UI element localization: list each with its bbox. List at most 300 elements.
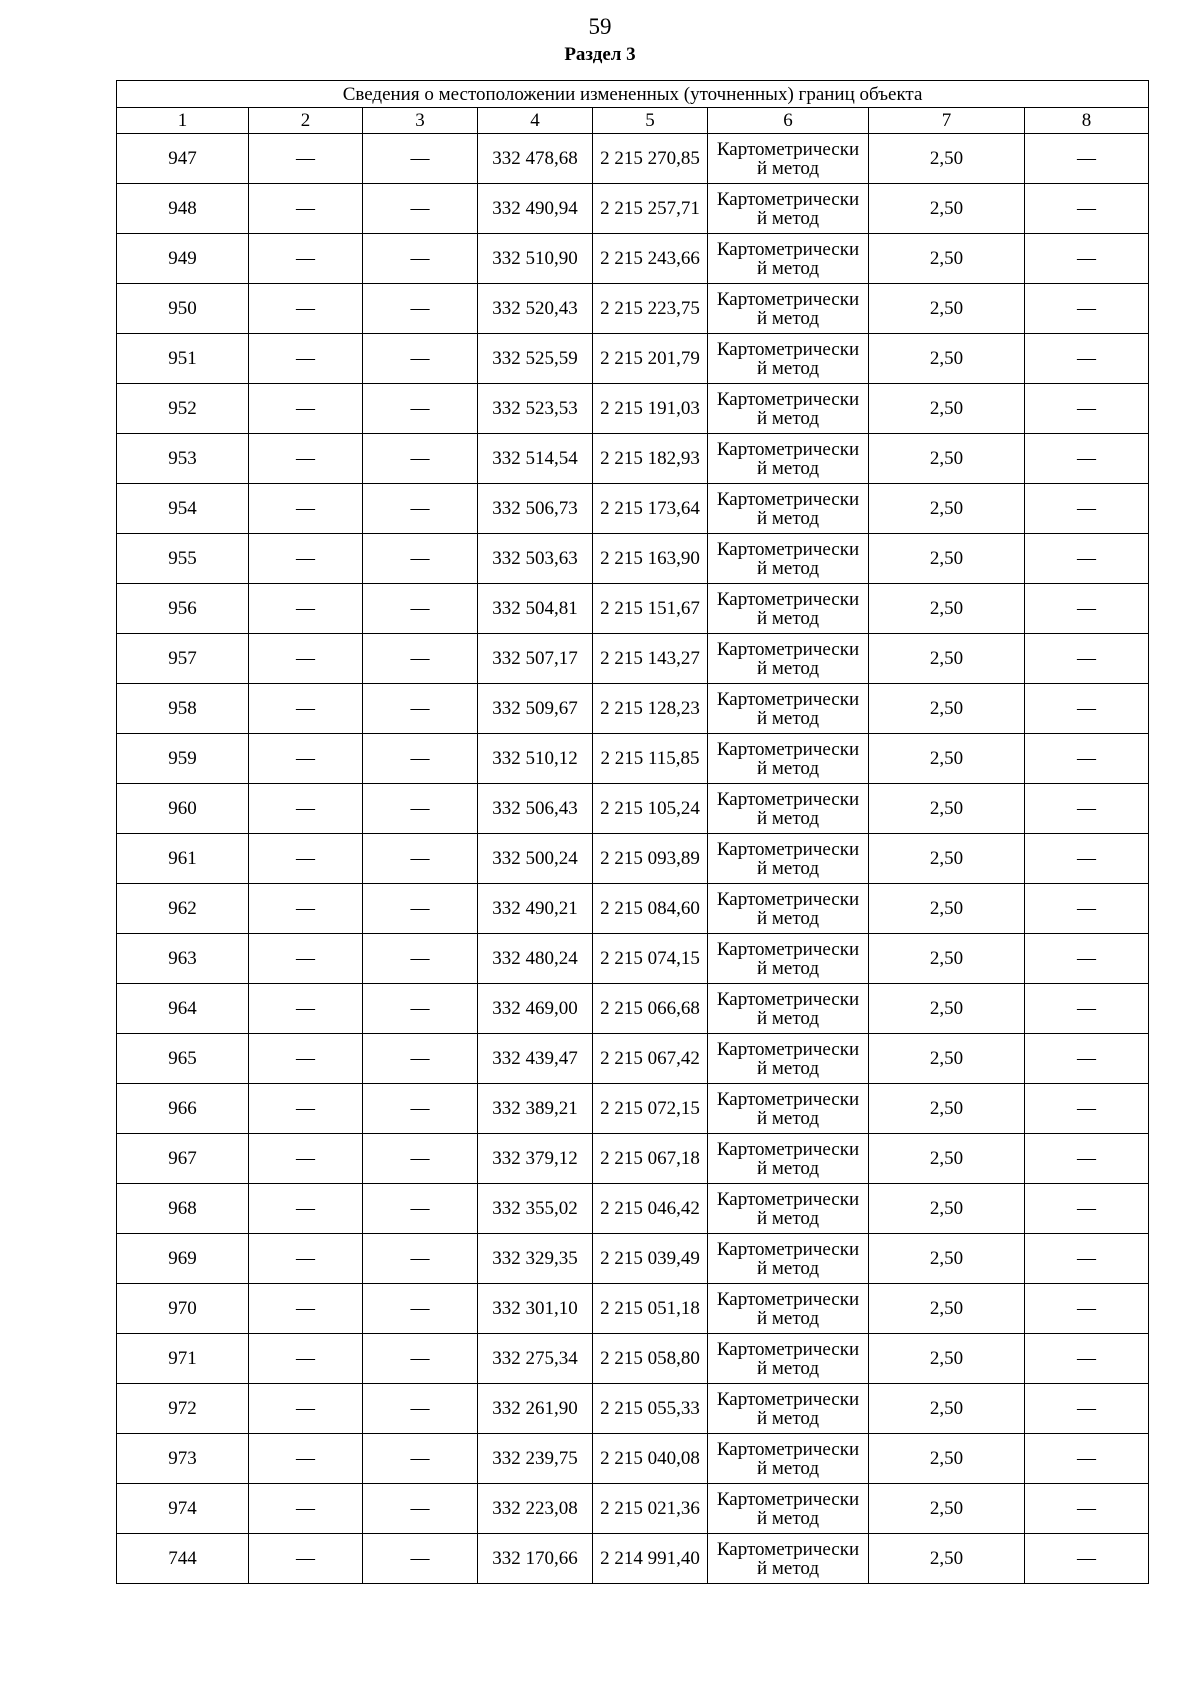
method-text-line1: Картометрически [716,688,860,710]
x-coordinate-cell: 332 379,12 [478,1134,593,1184]
method-cell [708,334,869,384]
table-row [117,134,1149,184]
method-text-line2: й метод [756,657,820,679]
column-3-cell: — [363,934,478,984]
column-number: 7 [869,108,1025,134]
point-number-cell: 971 [117,1334,249,1384]
x-coordinate-cell: 332 223,08 [478,1484,593,1534]
column-2-cell: — [249,284,363,334]
y-coordinate-cell: 2 215 128,23 [593,684,708,734]
column-2-cell: — [249,1384,363,1434]
table-caption: Сведения о местоположении измененных (уточненных) границ объекта [117,81,1149,108]
method-text-line1: Картометрически [716,388,860,410]
method-text-line2: й метод [756,807,820,829]
column-2-cell: — [249,734,363,784]
column-2-cell: — [249,384,363,434]
column-8-cell: — [1025,234,1149,284]
accuracy-cell: 2,50 [869,184,1025,234]
method-text-line1: Картометрически [716,1138,860,1160]
column-2-cell: — [249,1284,363,1334]
method-text-line1: Картометрически [716,538,860,560]
column-3-cell: — [363,234,478,284]
y-coordinate-cell: 2 215 163,90 [593,534,708,584]
y-coordinate-cell: 2 215 067,42 [593,1034,708,1084]
method-cell [708,1434,869,1484]
y-coordinate-cell: 2 215 074,15 [593,934,708,984]
column-3-cell: — [363,784,478,834]
column-3-cell: — [363,484,478,534]
method-cell [708,1484,869,1534]
x-coordinate-cell: 332 329,35 [478,1234,593,1284]
method-text-line2: й метод [756,907,820,929]
x-coordinate-cell: 332 506,73 [478,484,593,534]
x-coordinate-cell: 332 261,90 [478,1384,593,1434]
method-cell [708,234,869,284]
column-8-cell: — [1025,184,1149,234]
method-cell [708,634,869,684]
x-coordinate-cell: 332 520,43 [478,284,593,334]
column-3-cell: — [363,1184,478,1234]
column-3-cell: — [363,1334,478,1384]
accuracy-cell: 2,50 [869,1234,1025,1284]
column-number: 8 [1025,108,1149,134]
method-text-line2: й метод [756,457,820,479]
method-text-line2: й метод [756,307,820,329]
boundary-coordinates-table [116,80,1149,1584]
accuracy-cell: 2,50 [869,384,1025,434]
x-coordinate-cell: 332 469,00 [478,984,593,1034]
method-text-line1: Картометрически [716,638,860,660]
method-cell [708,784,869,834]
x-coordinate-cell: 332 301,10 [478,1284,593,1334]
column-8-cell: — [1025,984,1149,1034]
column-8-cell: — [1025,284,1149,334]
method-text-line2: й метод [756,1057,820,1079]
point-number-cell: 961 [117,834,249,884]
column-8-cell: — [1025,634,1149,684]
y-coordinate-cell: 2 215 151,67 [593,584,708,634]
method-text-line1: Картометрически [716,888,860,910]
column-3-cell: — [363,434,478,484]
method-text-line1: Картометрически [716,1038,860,1060]
point-number-cell: 952 [117,384,249,434]
column-2-cell: — [249,934,363,984]
method-text-line1: Картометрически [716,1488,860,1510]
column-8-cell: — [1025,1084,1149,1134]
x-coordinate-cell: 332 510,12 [478,734,593,784]
column-number: 1 [117,108,249,134]
column-2-cell: — [249,984,363,1034]
column-2-cell: — [249,1184,363,1234]
y-coordinate-cell: 2 215 093,89 [593,834,708,884]
point-number-cell: 956 [117,584,249,634]
method-cell [708,1334,869,1384]
column-8-cell: — [1025,134,1149,184]
column-3-cell: — [363,1484,478,1534]
point-number-cell: 957 [117,634,249,684]
column-3-cell: — [363,584,478,634]
column-2-cell: — [249,1484,363,1534]
method-text-line1: Картометрически [716,1338,860,1360]
column-8-cell: — [1025,1434,1149,1484]
method-cell [708,834,869,884]
accuracy-cell: 2,50 [869,534,1025,584]
table-row [117,1134,1149,1184]
table-row [117,1084,1149,1134]
method-text-line1: Картометрически [716,938,860,960]
method-cell [708,884,869,934]
y-coordinate-cell: 2 215 105,24 [593,784,708,834]
point-number-cell: 962 [117,884,249,934]
table-row [117,884,1149,934]
method-text-line1: Картометрически [716,988,860,1010]
method-cell [708,734,869,784]
table-row [117,234,1149,284]
accuracy-cell: 2,50 [869,884,1025,934]
point-number-cell: 970 [117,1284,249,1334]
table-row [117,1334,1149,1384]
column-3-cell: — [363,1034,478,1084]
column-3-cell: — [363,334,478,384]
method-text-line2: й метод [756,507,820,529]
method-text-line2: й метод [756,157,820,179]
accuracy-cell: 2,50 [869,1434,1025,1484]
y-coordinate-cell: 2 215 067,18 [593,1134,708,1184]
method-cell [708,484,869,534]
method-text-line1: Картометрически [716,1188,860,1210]
y-coordinate-cell: 2 215 084,60 [593,884,708,934]
method-text-line1: Картометрически [716,738,860,760]
point-number-cell: 974 [117,1484,249,1534]
column-number-row [117,108,1149,134]
x-coordinate-cell: 332 439,47 [478,1034,593,1084]
y-coordinate-cell: 2 215 058,80 [593,1334,708,1384]
method-text-line1: Картометрически [716,838,860,860]
table-row [117,634,1149,684]
table-row [117,1034,1149,1084]
point-number-cell: 948 [117,184,249,234]
column-8-cell: — [1025,684,1149,734]
point-number-cell: 960 [117,784,249,834]
y-coordinate-cell: 2 215 046,42 [593,1184,708,1234]
table-row [117,1284,1149,1334]
method-cell [708,284,869,334]
method-cell [708,434,869,484]
y-coordinate-cell: 2 215 257,71 [593,184,708,234]
column-number: 2 [249,108,363,134]
point-number-cell: 969 [117,1234,249,1284]
column-3-cell: — [363,884,478,934]
column-3-cell: — [363,1534,478,1584]
y-coordinate-cell: 2 215 143,27 [593,634,708,684]
method-cell [708,134,869,184]
x-coordinate-cell: 332 503,63 [478,534,593,584]
column-3-cell: — [363,1384,478,1434]
table-row [117,584,1149,634]
method-text-line2: й метод [756,1357,820,1379]
method-text-line2: й метод [756,257,820,279]
column-8-cell: — [1025,1184,1149,1234]
column-3-cell: — [363,284,478,334]
column-2-cell: — [249,534,363,584]
column-2-cell: — [249,784,363,834]
point-number-cell: 973 [117,1434,249,1484]
method-text-line2: й метод [756,557,820,579]
method-text-line2: й метод [756,1507,820,1529]
method-cell [708,1534,869,1584]
method-text-line1: Картометрически [716,138,860,160]
x-coordinate-cell: 332 389,21 [478,1084,593,1134]
accuracy-cell: 2,50 [869,984,1025,1034]
point-number-cell: 949 [117,234,249,284]
column-3-cell: — [363,634,478,684]
x-coordinate-cell: 332 480,24 [478,934,593,984]
column-2-cell: — [249,484,363,534]
method-text-line1: Картометрически [716,238,860,260]
point-number-cell: 950 [117,284,249,334]
method-text-line1: Картометрически [716,338,860,360]
column-3-cell: — [363,734,478,784]
y-coordinate-cell: 2 215 039,49 [593,1234,708,1284]
y-coordinate-cell: 2 215 066,68 [593,984,708,1034]
accuracy-cell: 2,50 [869,284,1025,334]
method-cell [708,534,869,584]
column-8-cell: — [1025,1134,1149,1184]
column-2-cell: — [249,134,363,184]
column-8-cell: — [1025,384,1149,434]
method-cell [708,1134,869,1184]
table-row [117,834,1149,884]
point-number-cell: 966 [117,1084,249,1134]
table-row [117,1534,1149,1584]
column-8-cell: — [1025,834,1149,884]
table-row [117,534,1149,584]
point-number-cell: 963 [117,934,249,984]
y-coordinate-cell: 2 215 072,15 [593,1084,708,1134]
table-row [117,934,1149,984]
accuracy-cell: 2,50 [869,1134,1025,1184]
column-8-cell: — [1025,1284,1149,1334]
table-row [117,484,1149,534]
column-2-cell: — [249,1234,363,1284]
y-coordinate-cell: 2 215 201,79 [593,334,708,384]
table-row [117,784,1149,834]
accuracy-cell: 2,50 [869,1284,1025,1334]
column-8-cell: — [1025,1034,1149,1084]
y-coordinate-cell: 2 215 223,75 [593,284,708,334]
table-row [117,1234,1149,1284]
column-8-cell: — [1025,434,1149,484]
point-number-cell: 968 [117,1184,249,1234]
column-2-cell: — [249,684,363,734]
column-2-cell: — [249,1534,363,1584]
x-coordinate-cell: 332 355,02 [478,1184,593,1234]
point-number-cell: 967 [117,1134,249,1184]
column-8-cell: — [1025,734,1149,784]
column-2-cell: — [249,1084,363,1134]
accuracy-cell: 2,50 [869,134,1025,184]
accuracy-cell: 2,50 [869,784,1025,834]
method-cell [708,384,869,434]
method-text-line1: Картометрически [716,1238,860,1260]
y-coordinate-cell: 2 215 115,85 [593,734,708,784]
table-row [117,434,1149,484]
column-3-cell: — [363,834,478,884]
x-coordinate-cell: 332 478,68 [478,134,593,184]
page-number: 59 [588,14,612,39]
x-coordinate-cell: 332 514,54 [478,434,593,484]
method-cell [708,584,869,634]
column-8-cell: — [1025,884,1149,934]
accuracy-cell: 2,50 [869,234,1025,284]
column-2-cell: — [249,1034,363,1084]
y-coordinate-cell: 2 215 173,64 [593,484,708,534]
point-number-cell: 954 [117,484,249,534]
x-coordinate-cell: 332 509,67 [478,684,593,734]
table-row [117,1384,1149,1434]
table-row [117,984,1149,1034]
method-text-line1: Картометрически [716,438,860,460]
point-number-cell: 744 [117,1534,249,1584]
method-cell [708,934,869,984]
point-number-cell: 959 [117,734,249,784]
column-8-cell: — [1025,1534,1149,1584]
column-8-cell: — [1025,1334,1149,1384]
method-text-line2: й метод [756,1307,820,1329]
x-coordinate-cell: 332 170,66 [478,1534,593,1584]
x-coordinate-cell: 332 506,43 [478,784,593,834]
column-8-cell: — [1025,584,1149,634]
method-cell [708,1384,869,1434]
accuracy-cell: 2,50 [869,1384,1025,1434]
y-coordinate-cell: 2 215 270,85 [593,134,708,184]
y-coordinate-cell: 2 215 051,18 [593,1284,708,1334]
column-8-cell: — [1025,1384,1149,1434]
point-number-cell: 965 [117,1034,249,1084]
x-coordinate-cell: 332 507,17 [478,634,593,684]
column-8-cell: — [1025,534,1149,584]
point-number-cell: 953 [117,434,249,484]
table-row [117,184,1149,234]
method-text-line2: й метод [756,1157,820,1179]
method-cell [708,1284,869,1334]
accuracy-cell: 2,50 [869,934,1025,984]
column-2-cell: — [249,834,363,884]
column-8-cell: — [1025,1234,1149,1284]
column-2-cell: — [249,1434,363,1484]
method-text-line2: й метод [756,1407,820,1429]
column-3-cell: — [363,134,478,184]
y-coordinate-cell: 2 215 055,33 [593,1384,708,1434]
accuracy-cell: 2,50 [869,584,1025,634]
column-3-cell: — [363,534,478,584]
x-coordinate-cell: 332 523,53 [478,384,593,434]
column-3-cell: — [363,1234,478,1284]
y-coordinate-cell: 2 215 182,93 [593,434,708,484]
column-3-cell: — [363,984,478,1034]
method-text-line2: й метод [756,1107,820,1129]
method-text-line2: й метод [756,857,820,879]
method-text-line1: Картометрически [716,288,860,310]
accuracy-cell: 2,50 [869,834,1025,884]
point-number-cell: 955 [117,534,249,584]
column-2-cell: — [249,184,363,234]
table-row [117,284,1149,334]
accuracy-cell: 2,50 [869,484,1025,534]
x-coordinate-cell: 332 510,90 [478,234,593,284]
column-2-cell: — [249,434,363,484]
column-number: 3 [363,108,478,134]
method-cell [708,1234,869,1284]
method-text-line2: й метод [756,1007,820,1029]
column-3-cell: — [363,384,478,434]
method-text-line2: й метод [756,757,820,779]
accuracy-cell: 2,50 [869,1084,1025,1134]
method-text-line1: Картометрически [716,188,860,210]
method-text-line2: й метод [756,1207,820,1229]
column-2-cell: — [249,884,363,934]
method-cell [708,1084,869,1134]
table-row [117,684,1149,734]
column-3-cell: — [363,1084,478,1134]
method-text-line1: Картометрически [716,588,860,610]
y-coordinate-cell: 2 214 991,40 [593,1534,708,1584]
point-number-cell: 964 [117,984,249,1034]
column-3-cell: — [363,1284,478,1334]
column-number: 5 [593,108,708,134]
column-number: 4 [478,108,593,134]
table-row [117,1434,1149,1484]
column-8-cell: — [1025,334,1149,384]
accuracy-cell: 2,50 [869,334,1025,384]
method-text-line2: й метод [756,1457,820,1479]
table-row [117,384,1149,434]
accuracy-cell: 2,50 [869,634,1025,684]
method-cell [708,184,869,234]
column-3-cell: — [363,184,478,234]
column-2-cell: — [249,1134,363,1184]
column-number: 6 [708,108,869,134]
x-coordinate-cell: 332 275,34 [478,1334,593,1384]
accuracy-cell: 2,50 [869,1334,1025,1384]
table-row [117,334,1149,384]
y-coordinate-cell: 2 215 040,08 [593,1434,708,1484]
method-text-line2: й метод [756,607,820,629]
column-3-cell: — [363,1134,478,1184]
table-row [117,1484,1149,1534]
x-coordinate-cell: 332 504,81 [478,584,593,634]
accuracy-cell: 2,50 [869,684,1025,734]
x-coordinate-cell: 332 525,59 [478,334,593,384]
point-number-cell: 951 [117,334,249,384]
method-text-line1: Картометрически [716,488,860,510]
method-cell [708,684,869,734]
accuracy-cell: 2,50 [869,734,1025,784]
section-title: Раздел 3 [564,44,636,65]
column-3-cell: — [363,1434,478,1484]
x-coordinate-cell: 332 500,24 [478,834,593,884]
method-text-line2: й метод [756,207,820,229]
y-coordinate-cell: 2 215 021,36 [593,1484,708,1534]
point-number-cell: 972 [117,1384,249,1434]
accuracy-cell: 2,50 [869,1034,1025,1084]
method-text-line1: Картометрически [716,788,860,810]
x-coordinate-cell: 332 239,75 [478,1434,593,1484]
column-2-cell: — [249,634,363,684]
method-text-line2: й метод [756,1557,820,1579]
method-cell [708,1034,869,1084]
method-text-line2: й метод [756,1257,820,1279]
